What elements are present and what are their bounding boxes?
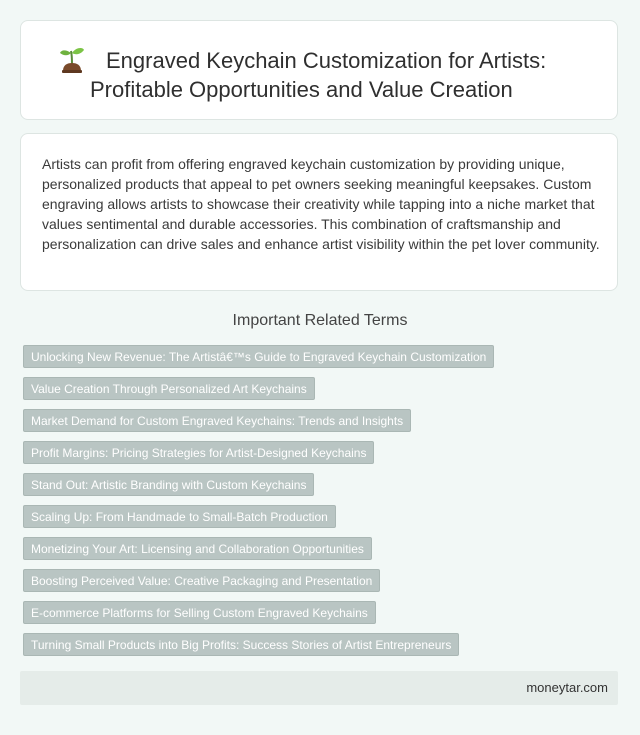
- related-term-link[interactable]: Boosting Perceived Value: Creative Packaging and Presentation: [23, 569, 380, 592]
- seedling-icon: [57, 45, 87, 79]
- related-term-link[interactable]: Unlocking New Revenue: The Artistâ€™s Guide to Engraved Keychain Customization: [23, 345, 494, 368]
- related-term-link[interactable]: Scaling Up: From Handmade to Small-Batch Production: [23, 505, 336, 528]
- title-card: [20, 20, 618, 120]
- related-terms-heading: Important Related Terms: [232, 312, 408, 329]
- related-term-link[interactable]: Stand Out: Artistic Branding with Custom Keychains: [23, 473, 314, 496]
- related-term-link[interactable]: Value Creation Through Personalized Art Keychains: [23, 377, 315, 400]
- footer-site-link[interactable]: moneytar.com: [526, 680, 608, 695]
- related-term-link[interactable]: Turning Small Products into Big Profits: Success Stories of Artist Entrepreneurs: [23, 633, 459, 656]
- intro-paragraph: Artists can profit from offering engraved keychain customization by providing unique, personalized products that appeal to pet owners seeking meaningful keepsakes. Custom engraving allows artists to showcase their creativity while tapping into a niche market that values sentimental and durable accessories. This combination of craftsmanship and personalization can drive sales and enhance artist visibility within the pet lover community.: [42, 156, 600, 252]
- intro-card: [20, 133, 618, 291]
- related-term-link[interactable]: Monetizing Your Art: Licensing and Collaboration Opportunities: [23, 537, 372, 560]
- related-term-link[interactable]: E-commerce Platforms for Selling Custom Engraved Keychains: [23, 601, 376, 624]
- page-title: Engraved Keychain Customization for Artists: Profitable Opportunities and Value Creation: [90, 48, 547, 102]
- related-term-link[interactable]: Profit Margins: Pricing Strategies for Artist-Designed Keychains: [23, 441, 374, 464]
- footer: [20, 671, 618, 705]
- related-terms-list: [23, 345, 494, 665]
- related-term-link[interactable]: Market Demand for Custom Engraved Keychains: Trends and Insights: [23, 409, 411, 432]
